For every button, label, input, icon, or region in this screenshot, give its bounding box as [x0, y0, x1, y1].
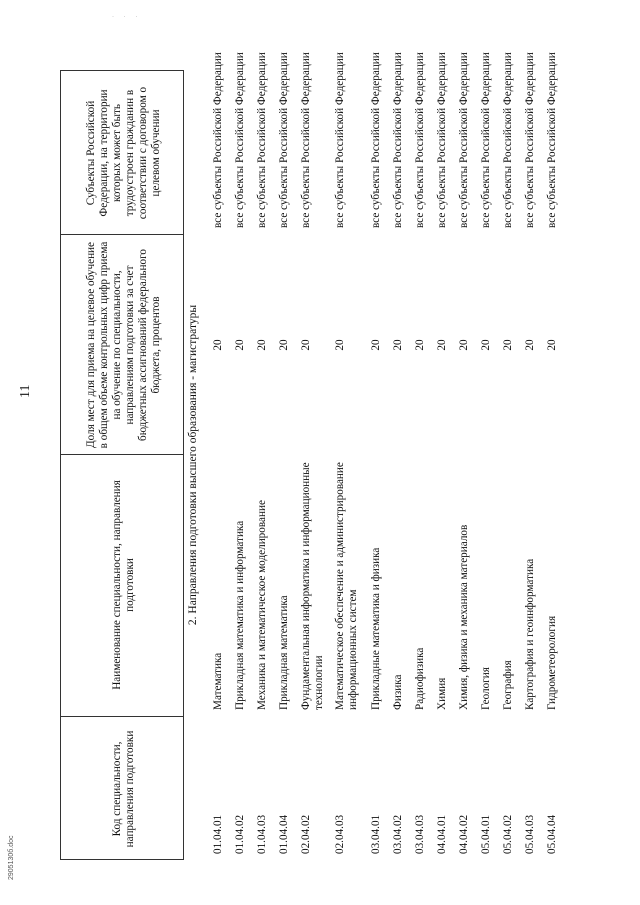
row-regions: все субъекты Российской Федерации: [300, 52, 312, 228]
row-share: 20: [502, 339, 514, 351]
row-name: Радиофизика: [414, 647, 426, 710]
row-code: 05.04.04: [546, 814, 558, 854]
row-code: 05.04.01: [480, 814, 492, 854]
row-name: Прикладная математика и информатика: [234, 520, 246, 710]
row-code: 02.04.02: [300, 814, 312, 854]
document-footer: 2905130б.doc: [8, 835, 15, 880]
row-regions: все субъекты Российской Федерации: [256, 52, 268, 228]
row-name: Геология: [480, 667, 492, 710]
row-code: 05.04.03: [524, 814, 536, 854]
row-regions: все субъекты Российской Федерации: [414, 52, 426, 228]
row-share: 20: [458, 339, 470, 351]
row-share: 20: [414, 339, 426, 351]
row-code: 03.04.02: [392, 814, 404, 854]
header-bottom-border: [183, 70, 184, 860]
row-regions: все субъекты Российской Федерации: [392, 52, 404, 228]
row-name: Химия: [436, 677, 448, 710]
row-name: Фундаментальная информатика и информационные технологии: [300, 462, 325, 710]
row-regions: все субъекты Российской Федерации: [546, 52, 558, 228]
header-share: Доля мест для приема на целевое обучение в общем объеме контрольных цифр приема на обучение по специальности, направлениям подготовки за счет бюджетных ассигнований федерального бюджета, процентов: [85, 241, 162, 449]
row-code: 01.04.01: [212, 814, 224, 854]
row-share: 20: [436, 339, 448, 351]
row-share: 20: [546, 339, 558, 351]
row-regions: все субъекты Российской Федерации: [370, 52, 382, 228]
row-name: География: [502, 660, 514, 710]
row-name: Физика: [392, 674, 404, 710]
row-name: Гидрометеорология: [546, 615, 558, 710]
row-name: Математика: [212, 652, 224, 710]
row-regions: все субъекты Российской Федерации: [278, 52, 290, 228]
row-share: 20: [392, 339, 404, 351]
page-number: 11: [18, 384, 33, 398]
row-share: 20: [278, 339, 290, 351]
row-name: Химия, физика и механика материалов: [458, 524, 470, 710]
row-share: 20: [300, 339, 312, 351]
row-name: Математическое обеспечение и администрирование информационных систем: [334, 462, 359, 710]
row-regions: все субъекты Российской Федерации: [234, 52, 246, 228]
row-code: 04.04.02: [458, 814, 470, 854]
row-name: Прикладные математика и физика: [370, 547, 382, 710]
row-code: 05.04.02: [502, 814, 514, 854]
scan-dots: · · ·: [112, 14, 142, 20]
row-code: 02.04.03: [334, 814, 346, 854]
col-divider-3: [60, 234, 183, 235]
col-divider-2: [60, 454, 183, 455]
row-name: Прикладная математика: [278, 595, 290, 710]
row-share: 20: [524, 339, 536, 351]
row-regions: все субъекты Российской Федерации: [436, 52, 448, 228]
table-right-border: [60, 70, 183, 71]
row-regions: все субъекты Российской Федерации: [524, 52, 536, 228]
col-divider-1: [60, 716, 183, 717]
row-share: 20: [334, 339, 346, 351]
section-title: 2. Направления подготовки высшего образования - магистратуры: [187, 304, 199, 626]
row-code: 04.04.01: [436, 814, 448, 854]
row-name: Картография и геоинформатика: [524, 558, 536, 710]
row-share: 20: [370, 339, 382, 351]
row-code: 03.04.03: [414, 814, 426, 854]
row-share: 20: [480, 339, 492, 351]
header-regions: Субъекты Российской Федерации, на территории которых может быть трудоустроен гражданин в соответствии с договором о целевом обучении: [85, 86, 162, 220]
row-code: 01.04.03: [256, 814, 268, 854]
row-share: 20: [212, 339, 224, 351]
rotated-page: [18, 52, 560, 860]
table-top-border: [60, 70, 61, 860]
row-code: 01.04.02: [234, 814, 246, 854]
header-name: Наименование специальности, направления подготовки: [111, 480, 136, 690]
row-regions: все субъекты Российской Федерации: [212, 52, 224, 228]
row-regions: все субъекты Российской Федерации: [502, 52, 514, 228]
row-regions: все субъекты Российской Федерации: [458, 52, 470, 228]
table-left-border: [60, 859, 183, 860]
row-name: Механика и математическое моделирование: [256, 500, 268, 710]
row-share: 20: [234, 339, 246, 351]
row-code: 01.04.04: [278, 814, 290, 854]
row-share: 20: [256, 339, 268, 351]
row-code: 03.04.01: [370, 814, 382, 854]
header-code: Код специальности, направления подготовки: [111, 730, 136, 848]
row-regions: все субъекты Российской Федерации: [334, 52, 346, 228]
row-regions: все субъекты Российской Федерации: [480, 52, 492, 228]
